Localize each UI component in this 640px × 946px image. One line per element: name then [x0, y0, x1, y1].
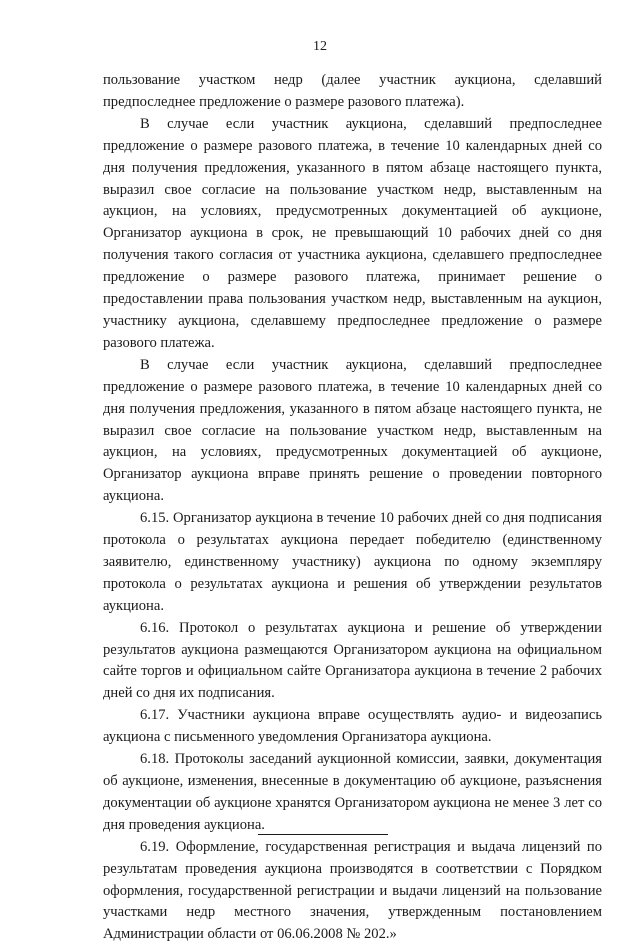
paragraph-continuation: пользование участком недр (далее участник аукциона, сделавший предпоследнее предложение о размере разового платежа). [103, 72, 602, 110]
end-of-document-rule [258, 834, 388, 835]
page-number: 12 [313, 39, 327, 54]
paragraph-6-17: 6.17. Участники аукциона вправе осуществлять аудио- и видеозапись аукциона с письменного уведомления Организатора аукциона. [103, 707, 602, 746]
paragraph-case-agreed: В случае если участник аукциона, сделавший предпоследнее предложение о размере разового платежа, в течение 10 календарных дней со дня получения предложения, указанного в пятом абзаце настоящего пункта, выразил свое согласие на пользование участком недр, выставленным на аукцион, на условиях, предусмотренных документацией об аукционе, Организатор аукциона в срок, не превышающий 10 рабочих дней со дня получения такого согласия от участника аукциона, сделавшего предпоследнее предложение о размере разового платежа, принимает решение о предоставлении права пользования участком недр, выставленным на аукцион, участнику аукциона, сделавшему предпоследнее предложение о размере разового платежа. [103, 115, 602, 351]
document-body [103, 70, 602, 946]
paragraph-6-18: 6.18. Протоколы заседаний аукционной комиссии, заявки, документация об аукционе, изменения, внесенные в документацию об аукционе, разъяснения документации об аукционе хранятся Организатором аукциона не менее 3 лет со дня проведения аукциона. [103, 751, 602, 833]
paragraph-6-16: 6.16. Протокол о результатах аукциона и решение об утверждении результатов аукциона размещаются Организатором аукциона на официальном сайте торгов и официальном сайте Организатора аукциона в течение 2 рабочих дней со дня их подписания. [103, 619, 602, 702]
paragraph-case-not-agreed: В случае если участник аукциона, сделавший предпоследнее предложение о размере разового платежа, в течение 10 календарных дней со дня получения предложения, указанного в пятом абзаце настоящего пункта, не выразил свое согласие на пользование участком недр, выставленным на аукцион, на условиях, предусмотренных документацией об аукционе, Организатор аукциона вправе принять решение о проведении повторного аукциона. [103, 356, 602, 505]
paragraph-6-15: 6.15. Организатор аукциона в течение 10 рабочих дней со дня подписания протокола о результатах аукциона передает победителю (единственному заявителю, единственному участнику) аукциона по одному экземпляру протокола о результатах аукциона и решения об утверждении результатов аукциона. [103, 510, 602, 614]
paragraph-6-19: 6.19. Оформление, государственная регистрация и выдача лицензий по результатам проведения аукциона производятся в соответствии с Порядком оформления, государственной регистрации и выдачи лицензий на пользование участками недр местного значения, утвержденным постановлением Администрации области от 06.06.2008 № 202.» [103, 838, 602, 943]
